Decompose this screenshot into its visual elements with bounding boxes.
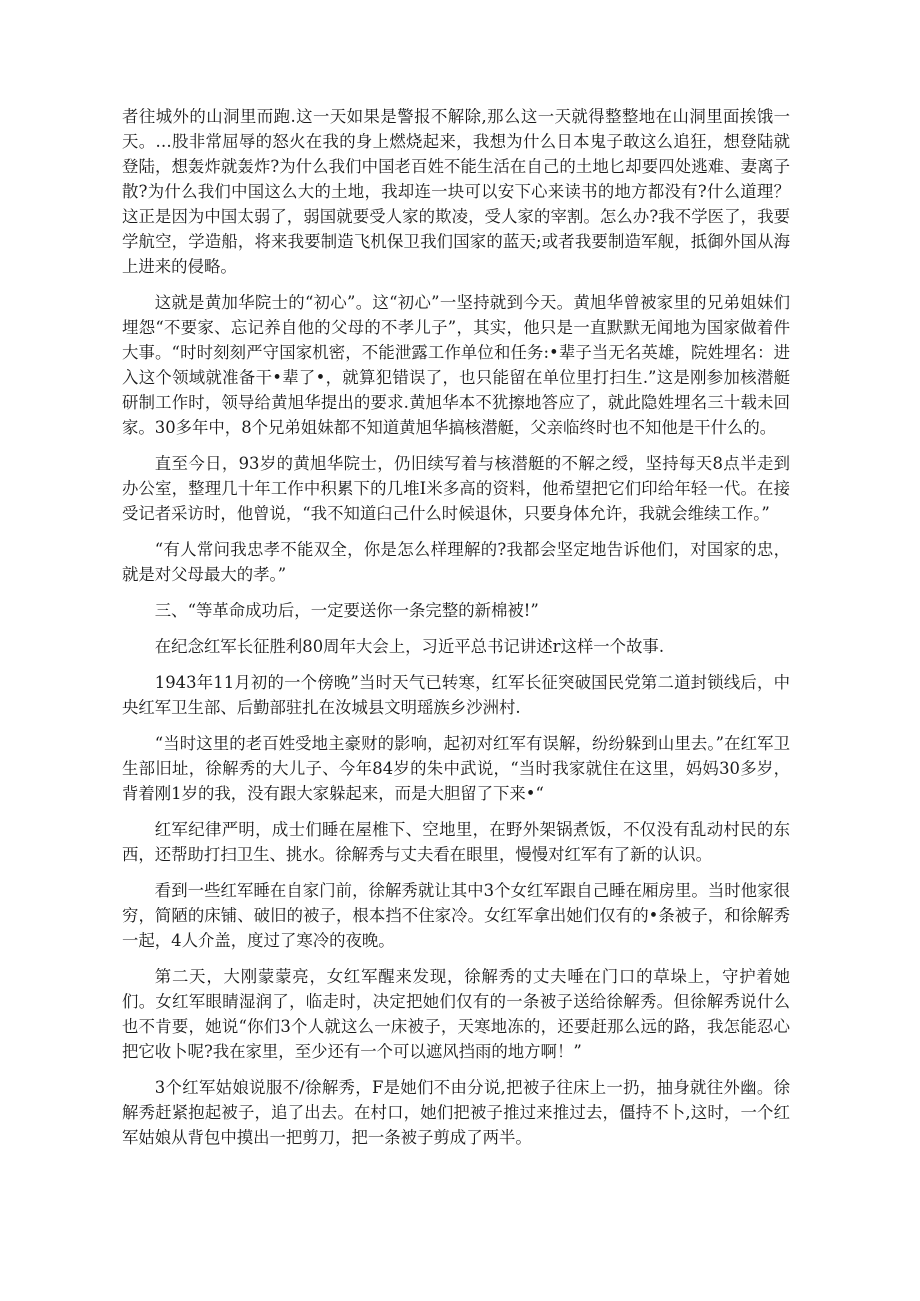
paragraph-4-quote: “有人常问我忠孝不能双全，你是怎么样理解的?我都会坚定地告诉他们，对国家的忠，就是对父母最大的孝。”	[122, 540, 790, 584]
paragraph-9: 看到一些红军睡在自家门前，徐解秀就让其中3个女红军跟自己睡在厢房里。当时他家很穷，简陋的床铺、破旧的被子，根本挡不住家冷。女红军拿出她们仅有的•条被子，和徐解秀一起，4人介盖，度过了寒冷的夜晚。	[122, 881, 790, 950]
paragraph-1: 者往城外的山洞里而跑.这一天如果是警报不解除,那么这一天就得整整地在山洞里面挨饿一天。…股非常屈辱的怒火在我的身上燃烧起来，我想为什么日本鬼子敢这么追狂，想登陆就登陆，想轰炸就轰炸?为什么我们中国老百姓不能生活在自己的土地匕却要四处逃难、妻离子散?为什么我们中国这么大的土地，我却连一块可以安下心来读书的地方都没有?什么道理？这正是因为中国太弱了，弱国就要受人家的欺凌，受人家的宰割。怎么办?我不学医了，我要学航空，学造船，将来我要制造飞机保卫我们国家的蓝天;或者我要制造军舰，抵御外国从海上进来的侵略。	[122, 107, 790, 276]
paragraph-8: 红军纪律严明，成士们睡在屋椎下、空地里，在野外架锅煮饭，不仅没有乱动村民的东西，还帮助打扫卫生、挑水。徐解秀与丈夫看在眼里，慢慢对红军有了新的认识。	[122, 820, 790, 864]
paragraph-10: 第二天，大刚蒙蒙亮，女红军醒来发现，徐解秀的丈夫唾在门口的草垛上，守护着她们。女红军眼睛湿润了，临走时，决定把她们仅有的一条被子送给徐解秀。但徐解秀说什么也不肯要，她说“你们3个人就这么一床被子，天寒地冻的，还要赶那么远的路，我怎能忍心把它收卜呢?我在家里，至少还有一个可以遮风挡雨的地方啊！”	[122, 967, 790, 1061]
paragraph-7: “当时这里的老百姓受地主豪财的影响，起初对红军有误解，纷纷躲到山里去。”在红军卫生部旧址，徐解秀的大儿子、今年84岁的朱中武说，“当时我家就住在这里，妈妈30多岁，背着刚1岁的我，没有跟大家躲起来，而是大胆留了下来•“	[122, 734, 790, 803]
paragraph-5: 在纪念红军长征胜利80周年大会上，习近平总书记讲述r这样一个故事.	[154, 637, 665, 656]
paragraph-3: 直至今日，93岁的黄旭华院士，仍旧续写着与核潜艇的不解之绶，坚持每天8点半走到办公室，整理几十年工作中积累下的几堆I米多高的资料，他希望把它们印给年轻一代。在接受记者采访时，他曾说，“我不知道臼己什么时候退休，只要身体允许，我就会维续工作。”	[122, 454, 790, 523]
paragraph-2: 这就是黄加华院士的“初心”。这“初心”一坚持就到今天。黄旭华曾被家里的兄弟姐妹们埋怨“不要家、忘记养自他的父母的不孝儿子”，其实，他只是一直默默无闻地为国家做着件大事。“时时刻刻严守国家机密，不能泄露工作单位和任务:•辈子当无名英雄，院姓埋名：进入这个领域就准备干•辈了•，就算犯错误了，也只能留在单位里打扫生.”这是刚参加核潜艇研制工作时，领导给黄旭华提出的要求.黄旭华本不犹擦地答应了，就此隐姓埋名三十载未回家。30多年中，8个兄弟姐妹都不知道黄旭华搞核潜艇，父亲临终时也不知他是干什么的。	[122, 293, 790, 437]
document-body	[122, 104, 790, 1161]
paragraph-6: 1943年11月初的一个傍晚”当时天气已转寒，红军长征突破国民党第二道封锁线后，中央红军卫生部、后勤部驻扎在汝城县文明瑶族乡沙洲村.	[122, 673, 790, 717]
paragraph-11: 3个红军姑娘说服不/徐解秀，F是她们不由分说,把被子往床上一扔，抽身就往外幽。徐解秀赶紧抱起被子，追了出去。在村口，她们把被子推过来推过去，僵持不卜,这时，一个红军姑娘从背包中摸出一把剪刀，把一条被子剪成了两半。	[122, 1078, 790, 1147]
section-heading-3: 三、“等革命成功后，一定要送你一条完整的新棉被!”	[154, 601, 539, 620]
